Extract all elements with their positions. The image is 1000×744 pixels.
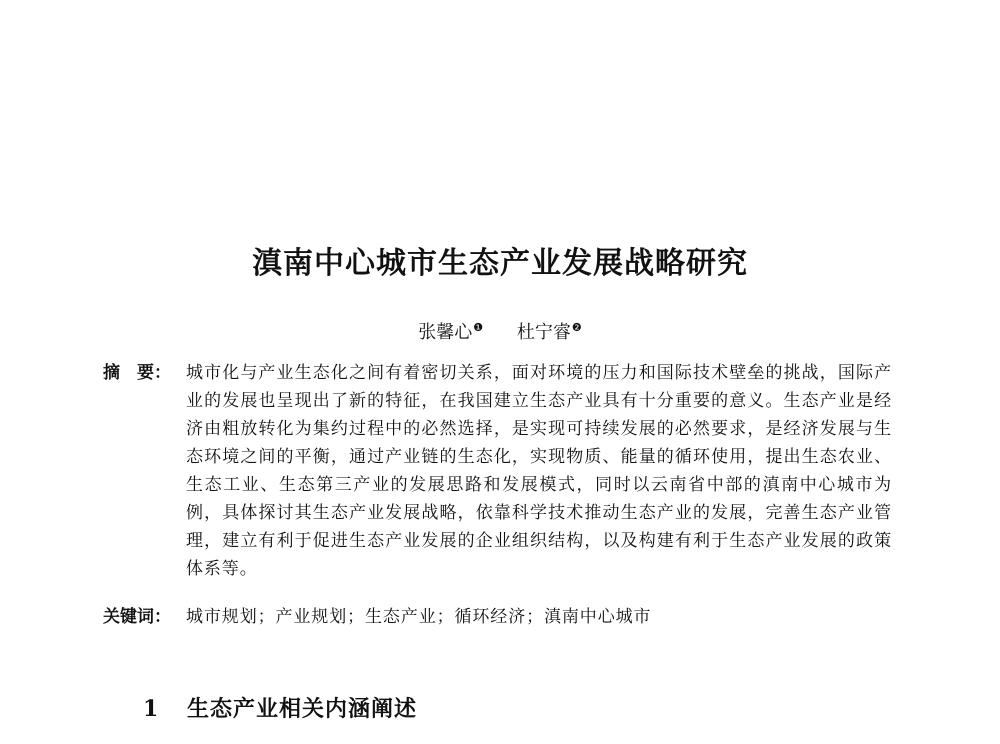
- section-heading: [143, 692, 417, 723]
- author-1: [418, 318, 483, 344]
- author-1-name: 张馨心: [418, 322, 473, 343]
- paper-title: 滇南中心城市生态产业发展战略研究: [252, 246, 748, 281]
- author-2: [517, 318, 582, 344]
- keywords-text: 城市规划；产业规划；生态产业；循环经济；滇南中心城市: [186, 607, 652, 627]
- abstract-label: 摘 要：: [103, 363, 171, 383]
- author-1-footnote-mark: ❶: [473, 321, 484, 334]
- author-2-footnote-mark: ❷: [571, 321, 582, 334]
- keywords-label: 关键词：: [103, 607, 171, 627]
- abstract-text: 城市化与产业生态化之间有着密切关系，面对环境的压力和国际技术壁垒的挑战，国际产业的发展也呈现出了新的特征，在我国建立生态产业具有十分重要的意义。生态产业是经济由粗放转化为集约过程中的必然选择，是实现可持续发展的必然要求，是经济发展与生态环境之间的平衡，通过产业链的生态化，实现物质、能量的循环使用，提出生态农业、生态工业、生态第三产业的发展思路和发展模式，同时以云南省中部的滇南中心城市为例，具体探讨其生态产业发展战略，依靠科学技术推动生态产业的发展，完善生态产业管理，建立有利于促进生态产业发展的企业组织结构，以及构建有利于生态产业发展的政策体系等。: [186, 363, 892, 579]
- section-number: 1: [143, 696, 159, 722]
- author-list: [0, 318, 1000, 344]
- author-2-name: 杜宁睿: [516, 322, 571, 343]
- section-title: 生态产业相关内涵阐述: [187, 697, 418, 722]
